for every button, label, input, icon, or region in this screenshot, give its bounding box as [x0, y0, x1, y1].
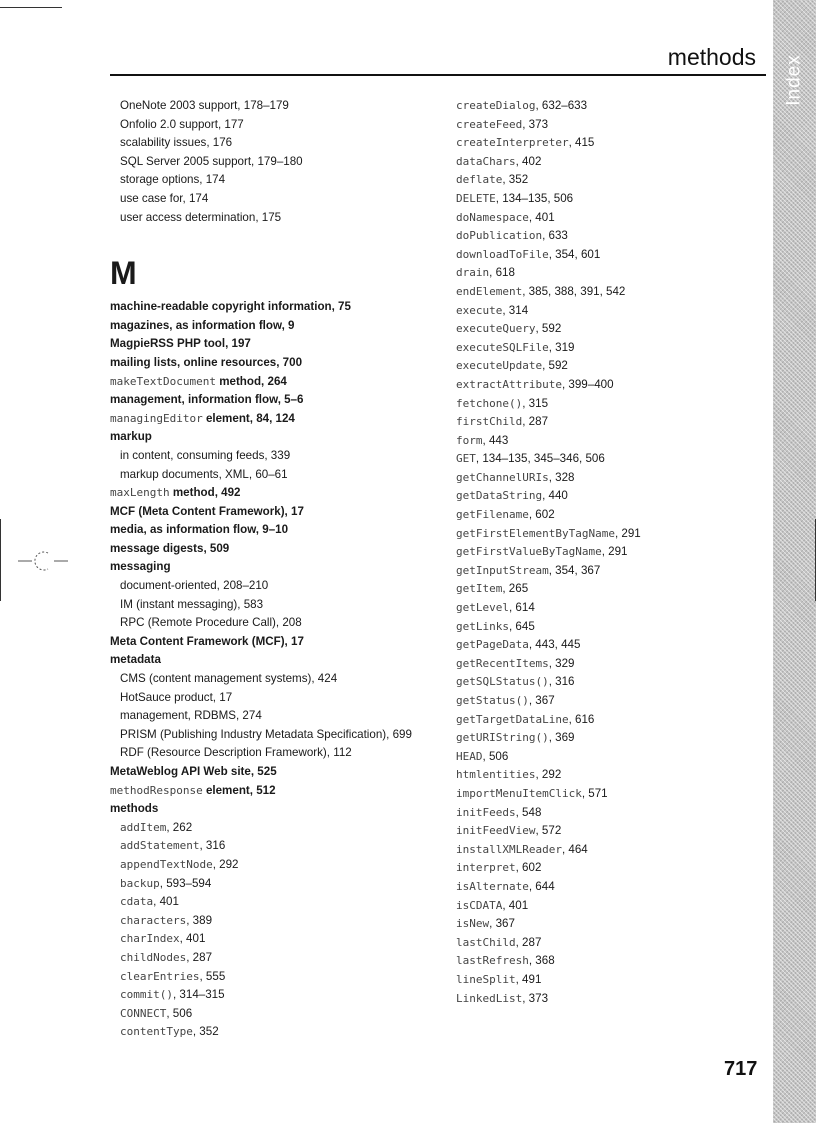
code-term: methodResponse [110, 783, 203, 797]
entry-text: , 367 [528, 694, 555, 707]
index-side-tab [773, 0, 816, 1123]
index-subentry [110, 171, 450, 190]
code-term: createInterpreter [456, 136, 569, 150]
code-term: DELETE [456, 191, 496, 205]
code-term: getLinks [456, 619, 509, 633]
code-term: addItem [120, 820, 167, 834]
entry-text: use case for, 174 [120, 191, 209, 205]
index-entry [110, 428, 450, 447]
index-subentry [456, 915, 772, 934]
index-subentry [456, 506, 772, 525]
entry-text: , 548 [515, 805, 542, 819]
index-subentry [456, 655, 772, 674]
index-subentry [110, 837, 450, 856]
entry-text: PRISM (Publishing Industry Metadata Specification), 699 [120, 727, 412, 741]
code-term: dataChars [456, 154, 516, 168]
index-subentry [456, 450, 772, 469]
code-term: maxLength [110, 486, 170, 500]
entry-text: , 645 [508, 619, 535, 633]
index-subentry [456, 729, 772, 748]
entry-text: , 618 [489, 266, 515, 280]
crop-mark-top [0, 7, 62, 8]
index-subentry [456, 599, 772, 618]
code-term: executeSQLFile [456, 340, 549, 354]
entry-text: MagpieRSS PHP tool, 197 [110, 337, 251, 351]
index-subentry [456, 264, 772, 283]
index-subentry [110, 893, 450, 912]
index-subentry [110, 930, 450, 949]
side-tab-label: Index [783, 54, 805, 106]
entry-text: management, RDBMS, 274 [120, 709, 262, 723]
entry-text: , 633 [542, 229, 568, 243]
entry-text: , 314–315 [172, 988, 225, 1002]
code-term: CONNECT [120, 1006, 167, 1020]
entry-text: , 571 [581, 786, 608, 800]
entry-text: , 440 [542, 489, 568, 503]
index-subentry [456, 413, 772, 432]
code-term: getChannelURIs [456, 470, 549, 484]
entry-text: method, 264 [215, 374, 287, 388]
code-term: lineSplit [456, 972, 516, 986]
index-subentry [456, 859, 772, 878]
entry-text: message digests, 509 [110, 541, 230, 555]
index-entry [110, 373, 450, 392]
code-term: lastRefresh [456, 954, 529, 968]
index-subentry [110, 986, 450, 1005]
index-entry [110, 410, 450, 429]
entry-text: , 593–594 [159, 876, 212, 890]
index-entry [110, 633, 450, 652]
index-column-right [456, 97, 772, 1008]
index-entry [110, 800, 450, 819]
code-term: firstChild [456, 415, 523, 429]
entry-text: , 315 [522, 396, 549, 410]
entry-text: , 287 [522, 415, 549, 429]
index-subentry [456, 673, 772, 692]
entry-text: , 316 [548, 675, 575, 689]
entry-text: , 616 [568, 712, 595, 726]
entry-text: HotSauce product, 17 [120, 690, 233, 704]
index-subentry [110, 707, 450, 726]
index-subentry [110, 447, 450, 466]
code-term: cdata [120, 895, 154, 909]
entry-text: messaging [110, 560, 171, 574]
entry-text: , 314 [502, 303, 529, 317]
code-term: HEAD [456, 749, 483, 763]
entry-text: RPC (Remote Procedure Call), 208 [120, 616, 302, 630]
index-subentry [456, 804, 772, 823]
entry-text: , 287 [515, 935, 542, 949]
index-subentry [456, 822, 772, 841]
index-subentry [456, 395, 772, 414]
index-subentry [456, 134, 772, 153]
index-entry [110, 354, 450, 373]
entry-text: , 354, 367 [548, 563, 601, 577]
code-term: importMenuItemClick [456, 786, 582, 800]
entry-text: , 401 [153, 895, 179, 909]
index-subentry [456, 357, 772, 376]
code-term: deflate [456, 173, 503, 187]
index-subentry [456, 153, 772, 172]
index-subentry [456, 878, 772, 897]
index-subentry [456, 190, 772, 209]
entry-text: , 399–400 [561, 377, 614, 391]
index-subentry [456, 711, 772, 730]
index-subentry [456, 302, 772, 321]
entry-text: magazines, as information flow, 9 [110, 318, 295, 332]
entry-text: OneNote 2003 support, 178–179 [120, 99, 289, 112]
code-term: createDialog [456, 99, 536, 112]
index-entry [110, 558, 450, 577]
code-term: clearEntries [120, 969, 200, 983]
code-term: childNodes [120, 950, 187, 964]
code-term: fetchone() [456, 396, 523, 410]
code-term: getFirstElementByTagName [456, 526, 615, 540]
index-subentry [456, 376, 772, 395]
index-subentry [456, 246, 772, 265]
index-subentry [110, 689, 450, 708]
index-subentry [456, 469, 772, 488]
entry-text: markup documents, XML, 60–61 [120, 467, 288, 481]
entry-text: , 464 [561, 842, 588, 856]
index-subentry [110, 744, 450, 763]
entry-text: IM (instant messaging), 583 [120, 597, 264, 611]
entry-text: M [110, 255, 137, 292]
entry-text: , 389 [186, 913, 213, 927]
entry-text: MetaWeblog API Web site, 525 [110, 765, 277, 778]
index-subentry [456, 990, 772, 1009]
index-subentry [456, 785, 772, 804]
entry-text: , 443 [482, 433, 509, 447]
entry-text: element, 84, 124 [202, 411, 295, 425]
index-entry [110, 298, 450, 317]
index-subentry [456, 339, 772, 358]
entry-text: , 328 [548, 470, 575, 484]
entry-text: in content, consuming feeds, 339 [120, 448, 291, 462]
running-head: methods [667, 44, 756, 70]
code-term: downloadToFile [456, 247, 549, 261]
entry-text: document-oriented, 208–210 [120, 579, 269, 593]
entry-text: media, as information flow, 9–10 [110, 523, 289, 537]
index-subentry [110, 1023, 450, 1042]
entry-text: method, 492 [169, 486, 241, 500]
index-subentry [110, 577, 450, 596]
code-term: addStatement [120, 839, 200, 853]
index-entry [110, 782, 450, 801]
code-term: charIndex [120, 932, 180, 946]
index-subentry [110, 116, 450, 135]
entry-text: , 292 [535, 768, 562, 782]
index-subentry [456, 841, 772, 860]
entry-text: , 265 [502, 582, 529, 596]
entry-text: Meta Content Framework (MCF), 17 [110, 634, 304, 648]
entry-text: , 352 [192, 1025, 219, 1039]
code-term: getRecentItems [456, 656, 549, 670]
code-term: getInputStream [456, 563, 549, 577]
index-entry [110, 651, 450, 670]
code-term: initFeeds [456, 805, 516, 819]
index-entry [110, 503, 450, 522]
entry-text: , 443, 445 [528, 638, 581, 652]
entry-text: , 134–135, 345–346, 506 [475, 452, 605, 466]
entry-text: , 329 [548, 656, 575, 670]
index-subentry [110, 819, 450, 838]
index-entry [110, 484, 450, 503]
entry-text: user access determination, 175 [120, 210, 282, 224]
entry-text: machine-readable copyright information, 75 [110, 300, 351, 314]
entry-text: , 352 [502, 173, 529, 187]
code-term: makeTextDocument [110, 374, 216, 388]
entry-text: , 373 [522, 991, 549, 1005]
entry-text: methods [110, 802, 159, 816]
code-term: commit() [120, 988, 173, 1002]
code-term: getLevel [456, 601, 509, 615]
index-subentry [456, 692, 772, 711]
code-term: appendTextNode [120, 857, 213, 871]
index-subentry [456, 432, 772, 451]
index-subentry [110, 97, 450, 116]
entry-text: , 402 [515, 154, 542, 168]
entry-text: , 555 [199, 969, 226, 983]
code-term: executeQuery [456, 322, 536, 336]
entry-text: , 287 [186, 950, 213, 964]
index-subentry [110, 1005, 450, 1024]
index-subentry [456, 227, 772, 246]
code-term: isAlternate [456, 879, 529, 893]
code-term: isNew [456, 917, 490, 931]
index-subentry [456, 171, 772, 190]
entry-text: , 592 [535, 322, 562, 336]
code-term: extractAttribute [456, 377, 562, 391]
index-subentry [110, 670, 450, 689]
index-entry [110, 317, 450, 336]
entry-text: , 506 [166, 1006, 193, 1020]
entry-text: management, information flow, 5–6 [110, 393, 304, 407]
index-subentry [456, 209, 772, 228]
entry-text: , 415 [568, 136, 595, 150]
index-subentry [456, 897, 772, 916]
index-subentry [110, 209, 450, 228]
index-subentry [456, 116, 772, 135]
index-subentry [110, 912, 450, 931]
code-term: getSQLStatus() [456, 675, 549, 689]
index-subentry [110, 153, 450, 172]
entry-text: , 368 [528, 954, 555, 968]
index-subentry [456, 283, 772, 302]
entry-text: , 291 [614, 526, 641, 540]
entry-text: , 319 [548, 340, 575, 354]
code-term: doPublication [456, 229, 543, 243]
index-subentry [456, 525, 772, 544]
index-subentry [110, 856, 450, 875]
entry-text: SQL Server 2005 support, 179–180 [120, 154, 303, 168]
entry-text: , 367 [489, 917, 515, 931]
entry-text: , 644 [528, 879, 555, 893]
index-subentry [110, 614, 450, 633]
entry-text: , 506 [482, 749, 509, 763]
index-subentry [110, 466, 450, 485]
index-entry [110, 391, 450, 410]
code-term: executeUpdate [456, 359, 543, 373]
entry-text: mailing lists, online resources, 700 [110, 355, 303, 369]
entry-text: storage options, 174 [120, 173, 226, 187]
code-term: endElement [456, 284, 523, 298]
index-entry [110, 335, 450, 354]
index-subentry [456, 543, 772, 562]
code-term: getPageData [456, 638, 529, 652]
code-term: characters [120, 913, 187, 927]
entry-text: , 401 [528, 210, 555, 224]
index-subentry [456, 952, 772, 971]
header-rule [110, 74, 766, 76]
entry-text: RDF (Resource Description Framework), 112 [120, 746, 352, 760]
registration-mark-icon [18, 548, 68, 574]
code-term: GET [456, 452, 476, 466]
entry-text: , 354, 601 [548, 247, 601, 261]
entry-text: MCF (Meta Content Framework), 17 [110, 504, 304, 518]
index-subentry [456, 934, 772, 953]
code-term: interpret [456, 861, 516, 875]
index-column-left [110, 97, 450, 1042]
entry-text: , 292 [212, 857, 239, 871]
entry-text: , 602 [528, 508, 555, 522]
code-term: backup [120, 876, 160, 890]
code-term: htmlentities [456, 768, 536, 782]
code-term: getURIString() [456, 731, 549, 745]
entry-text: , 401 [502, 898, 529, 912]
code-term: isCDATA [456, 898, 503, 912]
index-subentry [456, 618, 772, 637]
index-subentry [456, 636, 772, 655]
code-term: getTargetDataLine [456, 712, 569, 726]
code-term: doNamespace [456, 210, 529, 224]
code-term: installXMLReader [456, 842, 562, 856]
code-term: getFilename [456, 508, 529, 522]
entry-text: , 614 [508, 601, 535, 615]
entry-text: , 316 [199, 839, 226, 853]
entry-text: , 632–633 [535, 99, 588, 112]
code-term: drain [456, 266, 490, 280]
entry-text: markup [110, 430, 152, 444]
index-subentry [110, 968, 450, 987]
index-subentry [110, 726, 450, 745]
code-term: getFirstValueByTagName [456, 545, 602, 559]
entry-text: , 385, 388, 391, 542 [522, 284, 626, 298]
entry-text: CMS (content management systems), 424 [120, 672, 338, 686]
entry-text: , 592 [542, 359, 568, 373]
index-subentry [456, 766, 772, 785]
entry-text: , 572 [535, 824, 562, 838]
index-entry [110, 540, 450, 559]
code-term: managingEditor [110, 411, 203, 425]
code-term: form [456, 433, 483, 447]
index-subentry [456, 971, 772, 990]
index-subentry [110, 875, 450, 894]
index-subentry [456, 487, 772, 506]
code-term: initFeedView [456, 824, 536, 838]
index-subentry [456, 748, 772, 767]
code-term: createFeed [456, 117, 523, 131]
entry-text: element, 512 [202, 783, 276, 797]
index-subentry [456, 97, 772, 116]
code-term: getItem [456, 582, 503, 596]
code-term: lastChild [456, 935, 516, 949]
entry-text: metadata [110, 653, 161, 667]
entry-text: , 369 [548, 731, 575, 745]
code-term: getStatus() [456, 694, 529, 707]
code-term: getDataString [456, 489, 543, 503]
cut-mark-left [0, 519, 1, 601]
index-entry [110, 763, 450, 782]
entry-text: Onfolio 2.0 support, 177 [120, 117, 244, 131]
entry-text: , 491 [515, 972, 542, 986]
entry-text: , 602 [515, 861, 542, 875]
page-number: 717 [724, 1058, 758, 1080]
entry-text: , 373 [522, 117, 549, 131]
section-letter [110, 250, 450, 296]
entry-text: scalability issues, 176 [120, 136, 233, 150]
index-subentry [110, 949, 450, 968]
index-subentry [456, 580, 772, 599]
entry-text: , 262 [166, 820, 193, 834]
entry-text: , 134–135, 506 [495, 191, 574, 205]
index-subentry [456, 320, 772, 339]
index-subentry [110, 596, 450, 615]
code-term: contentType [120, 1025, 193, 1039]
code-term: LinkedList [456, 991, 523, 1005]
index-subentry [456, 562, 772, 581]
index-entry [110, 521, 450, 540]
code-term: execute [456, 303, 503, 317]
index-subentry [110, 190, 450, 209]
index-subentry [110, 134, 450, 153]
entry-text: , 401 [179, 932, 206, 946]
entry-text: , 291 [601, 545, 628, 559]
